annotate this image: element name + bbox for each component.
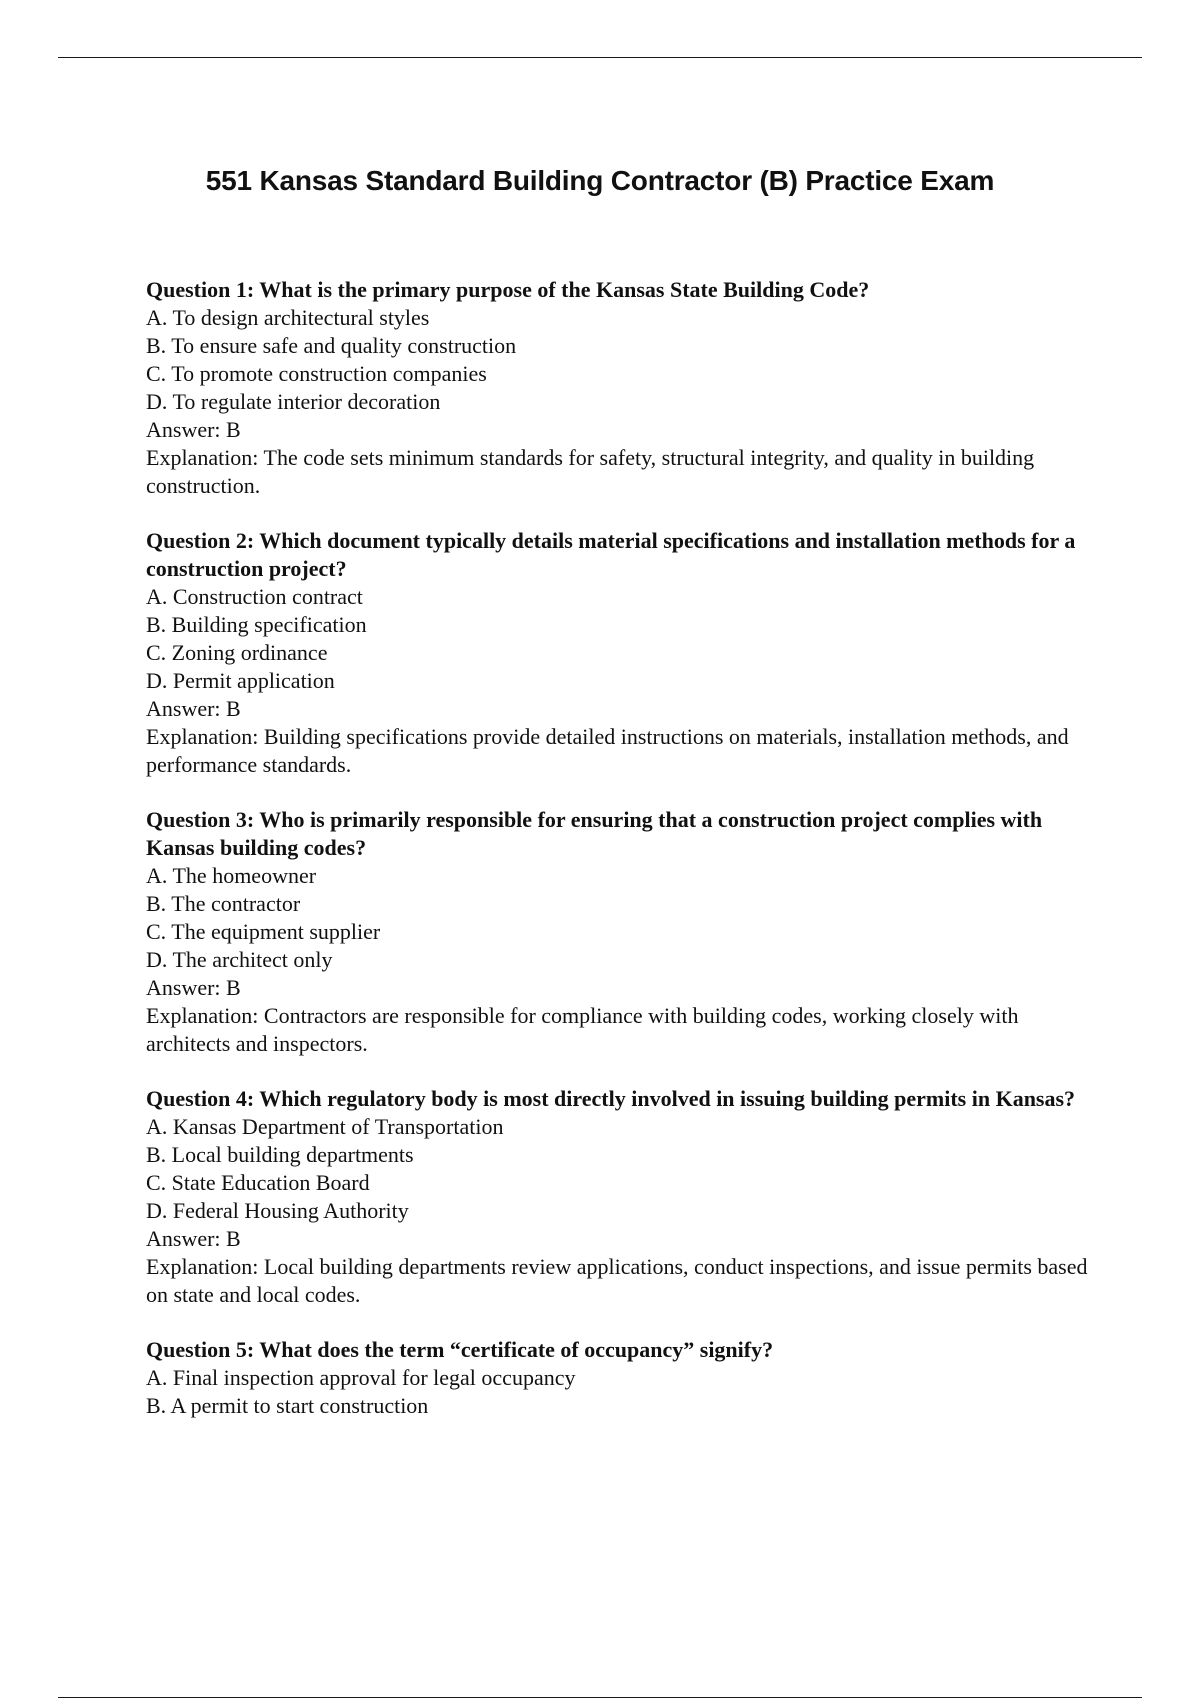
option-item: D. Permit application bbox=[146, 668, 335, 693]
option-list bbox=[146, 304, 1096, 416]
question-text: Question 5: What does the term “certificate of occupancy” signify? bbox=[146, 1337, 774, 1362]
explanation-text: Explanation: Local building departments review applications, conduct inspections, and issue permits based on state and local codes. bbox=[146, 1254, 1088, 1307]
question-block bbox=[146, 1336, 1096, 1420]
explanation-text: Explanation: The code sets minimum standards for safety, structural integrity, and quality in building construction. bbox=[146, 445, 1035, 498]
document-title: 551 Kansas Standard Building Contractor (B) Practice Exam bbox=[205, 164, 995, 196]
option-item: A. The homeowner bbox=[146, 863, 317, 888]
option-item: A. Kansas Department of Transportation bbox=[146, 1114, 504, 1139]
option-list bbox=[146, 1113, 1096, 1225]
option-item: B. A permit to start construction bbox=[146, 1393, 429, 1418]
answer-text: Answer: B bbox=[146, 975, 241, 1000]
question-block bbox=[146, 527, 1096, 779]
option-item: D. To regulate interior decoration bbox=[146, 389, 441, 414]
option-list bbox=[146, 1364, 1096, 1420]
option-item: B. Local building departments bbox=[146, 1142, 414, 1167]
option-item: A. To design architectural styles bbox=[146, 305, 430, 330]
option-item: C. State Education Board bbox=[146, 1170, 370, 1195]
explanation-text: Explanation: Building specifications provide detailed instructions on materials, installation methods, and performance standards. bbox=[146, 724, 1069, 777]
question-list bbox=[146, 276, 1096, 1447]
question-block bbox=[146, 1085, 1096, 1309]
question-text: Question 2: Which document typically details material specifications and installation methods for a construction project? bbox=[146, 528, 1076, 581]
option-item: B. The contractor bbox=[146, 891, 301, 916]
answer-text: Answer: B bbox=[146, 1226, 241, 1251]
question-text: Question 4: Which regulatory body is most directly involved in issuing building permits in Kansas? bbox=[146, 1086, 1076, 1111]
option-item: D. Federal Housing Authority bbox=[146, 1198, 409, 1223]
option-item: D. The architect only bbox=[146, 947, 333, 972]
explanation-text: Explanation: Contractors are responsible for compliance with building codes, working closely with architects and inspectors. bbox=[146, 1003, 1019, 1056]
answer-text: Answer: B bbox=[146, 696, 241, 721]
option-list bbox=[146, 583, 1096, 695]
question-block bbox=[146, 276, 1096, 500]
question-block bbox=[146, 806, 1096, 1058]
option-list bbox=[146, 862, 1096, 974]
question-text: Question 3: Who is primarily responsible for ensuring that a construction project complies with Kansas building codes? bbox=[146, 807, 1043, 860]
option-item: C. To promote construction companies bbox=[146, 361, 487, 386]
answer-text: Answer: B bbox=[146, 417, 241, 442]
question-text: Question 1: What is the primary purpose of the Kansas State Building Code? bbox=[146, 277, 870, 302]
option-item: A. Construction contract bbox=[146, 584, 363, 609]
top-rule bbox=[58, 57, 1142, 58]
option-item: C. The equipment supplier bbox=[146, 919, 381, 944]
option-item: C. Zoning ordinance bbox=[146, 640, 328, 665]
bottom-rule bbox=[58, 1697, 1142, 1698]
option-item: B. Building specification bbox=[146, 612, 367, 637]
option-item: A. Final inspection approval for legal occupancy bbox=[146, 1365, 576, 1390]
option-item: B. To ensure safe and quality construction bbox=[146, 333, 517, 358]
